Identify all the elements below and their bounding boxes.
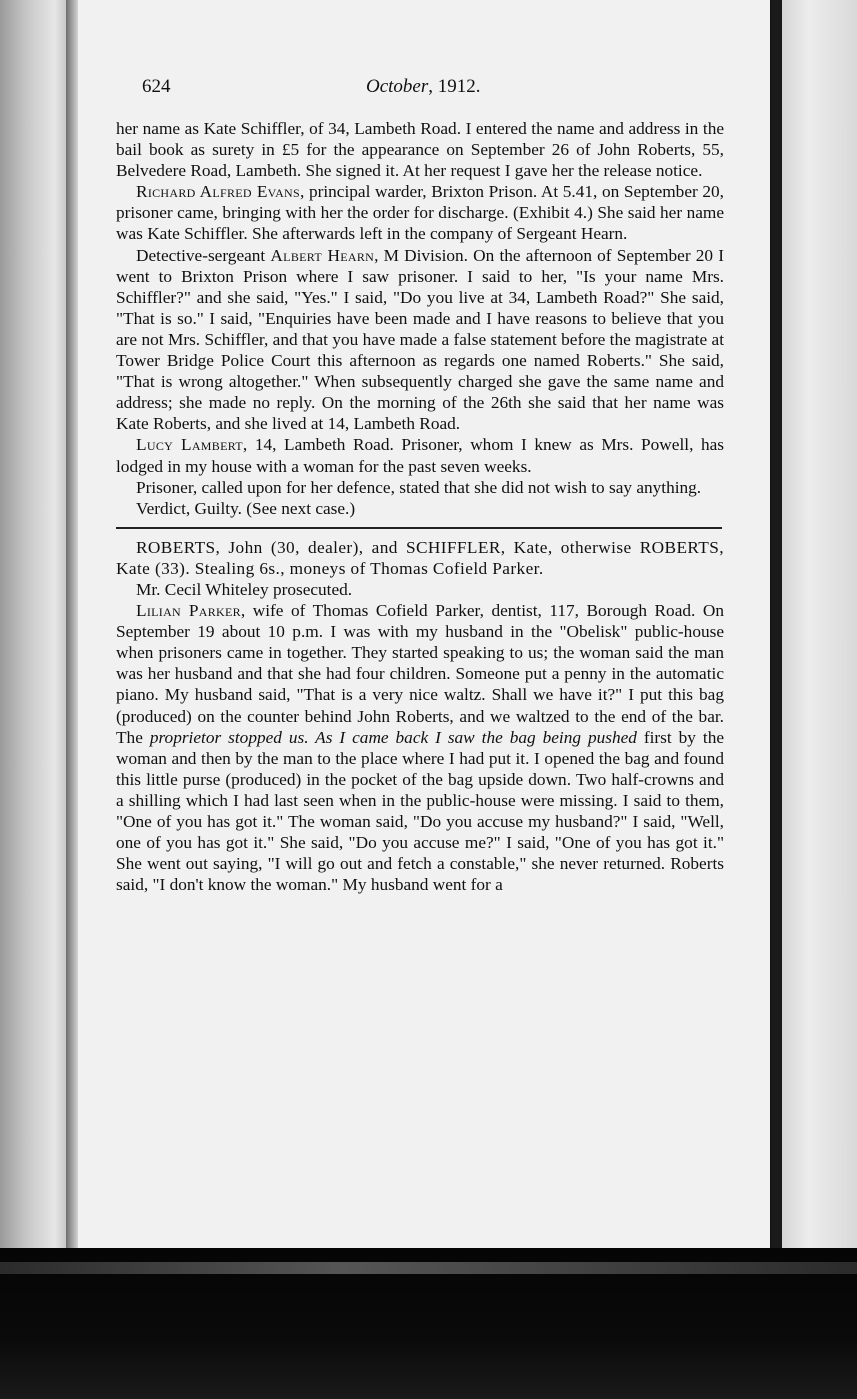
witness-testimony: , wife of Thomas Cofield Parker, dentist, 117, Borough Road. On September 19 about 10 p.m. I was with my husband in the "Obelisk" public-house when prisoners came in together. They started speaking to us; the woman said the man was her husband and that she had four children. Someone put a penny in the automatic piano. My husband said, "That is a very nice waltz. Shall we have it?" I put this bag (produced) on the counter behind John Roberts, and we waltzed to the end of the bar. The — [116, 601, 724, 747]
page-body — [116, 118, 724, 895]
witness-title: Detective-sergeant — [136, 245, 271, 265]
running-head — [366, 76, 481, 98]
verdict-paragraph: Verdict, Guilty. (See next case.) — [136, 498, 356, 518]
defence-paragraph: Prisoner, called upon for her defence, stated that she did not wish to say anything. — [136, 477, 702, 497]
witness-testimony: , 14, Lambeth Road. Prisoner, whom I knew as Mrs. Powell, has lodged in my house with a woman for the past seven weeks. — [116, 435, 725, 476]
paragraph-continued: her name as Kate Schiffler, of 34, Lambeth Road. I entered the name and address in the bail book as surety in £5 for the appearance on September 26 of John Roberts, 55, Belvedere Road, Lambeth. She signed it. At her request I gave her the release notice. — [116, 119, 724, 181]
witness-name: Lucy Lambert — [136, 435, 243, 455]
running-head-year: , 1912. — [428, 76, 481, 97]
witness-name: Richard Alfred Evans — [136, 182, 300, 202]
witness-parker — [116, 600, 724, 895]
witness-testimony: , principal warder, Brixton Prison. At 5.41, on September 20, prisoner came, bringing with her the order for discharge. (Exhibit 4.) She said her name was Kate Schiffler. She afterwards left in the company of Sergeant Hearn. — [116, 182, 724, 244]
prosecution-note: Mr. Cecil Whiteley prosecuted. — [136, 579, 353, 599]
facing-page-edge — [770, 0, 857, 1262]
page-gutter — [772, 0, 782, 1262]
case-heading: ROBERTS, John (30, dealer), and SCHIFFLER, Kate, otherwise ROBERTS, Kate (33). Stealing 6s., moneys of Thomas Cofield Parker. — [116, 537, 724, 578]
binding-shadow — [66, 0, 78, 1260]
witness-hearn — [116, 245, 724, 435]
witness-testimony-continued: first by the woman and then by the man to the place where I had put it. I opened the bag and found this little purse (produced) in the pocket of the bag upside down. Two half-crowns and a shilling which I had last seen when in the public-house were missing. I said to them, "One of you has got it." The woman said, "Do you accuse my husband?" I said, "Well, one of you has got it." She said, "Do you accuse me?" I said, "One of you has got it." She went out saying, "I will go out and fetch a constable," she never returned. Roberts said, "I don't know the woman." My husband went for a — [116, 727, 725, 895]
witness-testimony: , M Division. On the afternoon of September 20 I went to Brixton Prison where I saw prisoner. I said to her, "Is your name Mrs. Schiffler?" and she said, "Yes." I said, "Do you live at 34, Lambeth Road?" She said, "That is so." I said, "Enquiries have been made and I have reasons to believe that you are not Mrs. Schiffler, and that you have made a false statement before the magistrate at Tower Bridge Police Court this afternoon as regards one named Roberts." She said, "That is wrong altogether." When subsequently charged she gave the same name and address; she made no reply. On the morning of the 26th she said that her name was Kate Roberts, and she lived at 14, Lambeth Road. — [116, 245, 725, 434]
case-divider — [116, 527, 722, 529]
witness-lambert — [116, 434, 724, 476]
page-header — [142, 76, 702, 104]
witness-name: Lilian Parker — [136, 601, 241, 621]
scan-bottom-edge — [0, 1262, 857, 1274]
witness-evans — [116, 181, 724, 244]
page-number: 624 — [142, 76, 171, 97]
running-head-month: October — [366, 76, 429, 97]
witness-testimony-italic: proprietor stopped us. As I came back I saw the bag being pushed — [149, 727, 637, 747]
witness-name: Albert Hearn — [270, 245, 375, 265]
